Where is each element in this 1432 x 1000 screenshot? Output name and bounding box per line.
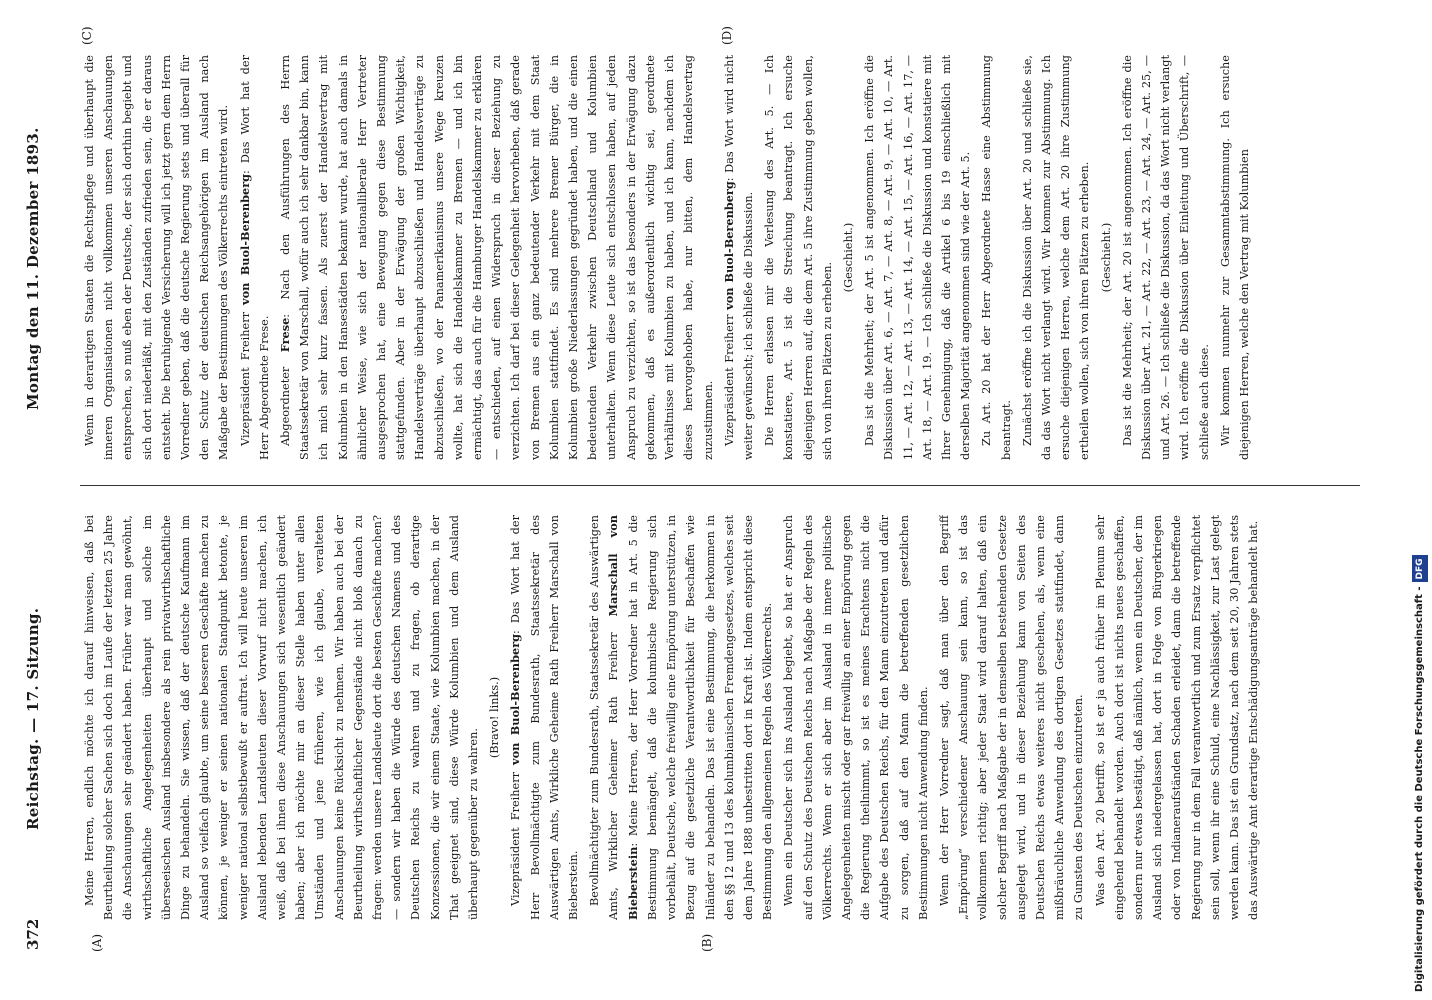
speech-text: : Das Wort wird nicht weiter gewünscht; ich schließe die Diskussion.	[722, 55, 755, 460]
speech-text: : Meine Herren, der Herr Vorredner hat in Art. 5 die Bestimmung bemängelt, daß die kolumbische Regierung sich vorbehält, Deutsche, welche freiwillig eine Empörung unterstützen, in Bezug auf die gesetzliche Verantwortlichkeit für Beschaffen wie Inländer zu behandeln. Das ist eine Bestimmung, die herkommen in den §§ 12 und 13 des kolumbianischen Fremdengesetzes, welches seit dem Jahre 1888 unbestritten dort in Kraft ist. Indem entspricht diese Bestimmung den allgemeinen Regeln des Völkerrechts.	[626, 515, 775, 920]
stage-direction: (Geschieht.)	[1099, 222, 1113, 293]
paragraph: Was den Art. 20 betrifft, so ist er ja auch früher im Plenum sehr eingehend behandelt worden. Auch dort ist nichts neues geschaffen, sondern nur etwas bestätigt, daß nämlich, wenn ein Deutscher, der im Ausland sich niedergelassen hat, dort in Folge von Bürgerkriegen oder von Indianeraufständen Schaden erleidet, dann die betreffende Regierung nur in dem Fall verantwortlich und zum Ersatz verpflichtet sein soll, wenn ihr eine Schuld, eine Nachlässigkeit, zur Last gelegt werden kann. Das ist ein Grundsatz, nach dem seit 20, 30 Jahren stets das Auswärtige Amt derartige Entschädigungsanträge behandelt hat.	[1093, 515, 1261, 920]
rotated-page	[0, 20, 1380, 980]
stage-direction: (Bravo! links.)	[488, 676, 502, 759]
margin-mark-b: (B)	[700, 933, 714, 952]
stage-direction: (Geschieht.)	[841, 222, 855, 293]
speaker-title: Vizepräsident Freiherr	[722, 309, 736, 446]
paragraph: Meine Herren, endlich möchte ich darauf hinweisen, daß bei Beurtheilung solcher Sachen sich doch im Laufe der letzten 25 Jahre die Anschauungen sehr geändert haben. Früher war man gewöhnt, wirthschaftliche Angelegenheiten überhaupt und solche im überseeischen Ausland insbesondere als rein privatwirthschaftliche Dinge zu behandeln. Sie wissen, daß der deutsche Kaufmann im Ausland so vielfach glaubte, um seine besseren Geschäfte machen zu können, je weniger er seinen nationalen Standpunkt betonte, je weniger national selbstbewußt er auftrat. Ich will heute unseren im Ausland lebenden Landsleuten dieser Vorwurf nicht machen, ich weiß, daß bei ihnen diese Anschauungen sich wesentlich geändert haben; aber ich möchte mir an dieser Stelle haben unter allen Umständen und jene früheren, wie ich glaube, veralteten Anschauungen keine Rücksicht zu nehmen. Wir haben auch bei der Beurtheilung wirthschaftlicher Gegenstände nicht bloß danach zu fragen: werden unsere Landsleute dort die besten Geschäfte machen? — sondern wir haben die Würde des deutschen Namens und des Deutschen Reichs zu wahren und zu fragen, ob derartige Konzessionen, die wir einem Staate, wie Kolumbien machen, in der That geeignet sind, diese Würde Kolumbien und dem Ausland überhaupt gegenüber zu wahren.	[83, 515, 481, 920]
speaker-title: Abgeordneter	[279, 352, 293, 446]
paragraph: Wir kommen nunmehr zur Gesammtabstimmung. Ich ersuche diejenigen Herren, welche den Vertrag mit Kolumbien	[1218, 55, 1251, 460]
paragraph: Zu Art. 20 hat der Herr Abgeordnete Hasse eine Abstimmung beantragt.	[980, 55, 1013, 460]
speaker-paragraph	[236, 55, 274, 460]
credit-text: Digitalisierung gefördert durch die Deutsche Forschungsgemeinschaft -	[1414, 586, 1425, 992]
speaker-name: Marschall von Bieberstein	[606, 515, 640, 920]
speaker-title: Vizepräsident Freiherr	[509, 764, 523, 906]
running-header	[18, 50, 48, 950]
text-column-right	[80, 55, 1360, 460]
margin-mark-c: (C)	[80, 26, 94, 45]
header-session: Reichstag. — 17. Sitzung.	[24, 607, 42, 830]
speaker-paragraph	[585, 515, 777, 920]
speech-text: : Das Wort hat der Herr Abgeordnete Frese.	[238, 55, 271, 460]
page-number: 372	[24, 918, 42, 950]
paragraph: Die Herren erlassen mir die Verlesung des Art. 5. — Ich konstatiere, Art. 5 ist die Streichung beantragt. Ich ersuche diejenigen Herren auf, die dem Art. 5 ihre Zustimmung geben wollen, sich von ihren Plätzen zu erheben.	[763, 55, 834, 460]
paragraph: Wenn in derartigen Staaten die Rechtspflege und überhaupt die inneren Organisationen nicht vollkommen unseren Anschauungen entsprechen, so muß eben der Deutsche, der sich dorthin begiebt und sich dort niederläßt, mit den Zuständen zufrieden sein, die er daraus entsteht. Die beruhigende Versicherung will ich jetzt gern dem Herrn Vorredner geben, daß die deutsche Regierung stets und überall für den Schutz der deutschen Reichsangehörigen im Ausland nach Maßgabe der Bestimmungen des Völkerrechts eintreten wird.	[83, 55, 231, 460]
speaker-title: Vizepräsident Freiherr	[238, 304, 252, 446]
column-separator	[80, 485, 1360, 486]
paragraph: Das ist die Mehrheit; der Art. 20 ist angenommen. Ich eröffne die Diskussion über Art. 21, — Art. 22, — Art. 23, — Art. 24, — Art. 25, — und Art. 26. — Ich schließe die Diskussion, da das Wort nicht verlangt wird. Ich eröffne die Diskussion über Einleitung und Überschrift, — schließe auch diese.	[1120, 55, 1211, 460]
paragraph: Wenn ein Deutscher sich ins Ausland begiebt, so hat er Anspruch auf den Schutz des Deutschen Reichs nach Maßgabe der Regeln des Völkerrechts. Wenn er sich aber im Ausland in innere politische Angelegenheiten mischt oder gar freiwillig an einer Empörung gegen die Regierung theilnimmt, so ist es meines Erachtens nicht die Aufgabe des Deutschen Reichs, für den Mann einzutreten und dafür zu sorgen, daß auf den Mann die betreffenden gesetzlichen Bestimmungen nicht Anwendung finden.	[782, 515, 930, 920]
speaker-paragraph	[276, 55, 718, 460]
dfg-logo: DFG	[1412, 555, 1428, 582]
speaker-name: von Buol-Berenberg	[237, 173, 252, 305]
speaker-name: von Buol-Berenberg	[721, 181, 736, 310]
speaker-name: von Buol-Berenberg	[508, 633, 523, 765]
speaker-paragraph	[720, 55, 758, 460]
speech-text: : Nach den Ausführungen des Herrn Staatssekretär von Marschall, wofür auch ich sehr dankbar bin, kann ich mich sehr kurz fassen. Als zuerst der Handelsvertrag mit Kolumbien in den Hansestädten bekannt wurde, hat auch damals in ähnlicher Weise, wie sich der nationalliberale Herr Vertreter ausgesprochen hat, eine Bewegung gegen diese Bestimmung stattgefunden. Aber in der Erwägung der großen Wichtigkeit, Handelsverträge überhaupt abzuschließen und Handelsverträge zu abzuschließen, wo der Panamerikanismus unsere Wege kreuzen wollte, hat sich die Handelskammer zu Bremen — und ich bin ermächtigt, das auch für die Hamburger Handelskammer zu erklären — entschieden, auf einen Widerspruch in dieser Beziehung zu verzichten. Ich darf bei dieser Gelegenheit hervorheben, daß gerade von Bremen aus ein ganz bedeutender Verkehr mit dem Staat Kolumbien stattfindet. Es sind mehrere Bremer Bürger, die in Kolumbien große Niederlassungen gegründet haben, und die einen bedeutenden Verkehr zwischen Deutschland und Kolumbien unterhalten. Wenn diese Leute sich entschlossen haben, auf jeden Anspruch zu verzichten, so ist das besonders in der Erwägung dazu gekommen, daß es außerordentlich wichtig sei, geordnete Verhältnisse mit Kolumbien zu haben, und ich kann, nachdem ich dieses hervorgehoben habe, nur bitten, dem Handelsvertrag zuzustimmen.	[279, 55, 715, 460]
header-date: Montag den 11. Dezember 1893.	[24, 127, 42, 410]
speech-text: : Das Wort hat der Herr Bevollmächtigte zum Bundesrath, Staatssekretär des Auswärtigen Amts, Wirkliche Geheime Rath Freiherr Marschall von Bieberstein.	[509, 515, 581, 920]
speaker-name: Frese	[278, 317, 293, 353]
paragraph: Wenn der Herr Vorredner sagt, daß man über den Begriff „Empörung“ verschiedener Anschauung sein kann, so ist das vollkommen richtig; aber jeder Staat wird darauf halten, daß ein solcher Begriff nach Maßgabe der in demselben bestehenden Gesetze ausgelegt wird, und in dieser Beziehung kann von Seiten des Deutschen Reichs etwas weiteres nicht geschehen, als, wenn eine mißbräuchliche Anwendung des dortigen Gesetzes stattfindet, dann zu Gunsten des Deutschen einzutreten.	[937, 515, 1086, 920]
paragraph: Zunächst eröffne ich die Diskussion über Art. 20 und schließe sie, da das Wort nicht verlangt wird. Wir kommen zur Abstimmung. Ich ersuche diejenigen Herren, welche dem Art. 20 ihre Zustimmung ertheilen wollen, sich von ihren Plätzen zu erheben.	[1020, 55, 1092, 460]
text-column-left	[80, 515, 1360, 920]
margin-mark-a: (A)	[90, 933, 104, 952]
margin-mark-d: (D)	[720, 26, 734, 45]
paragraph: Das ist die Mehrheit; der Art. 5 ist angenommen. Ich eröffne die Diskussion über Art. 6, — Art. 7, — Art. 8, — Art. 9, — Art. 10, — Art. 11, — Art. 12, — Art. 13, — Art. 14, — Art. 15, — Art. 16, — Art. 17, — Art. 18, — Art. 19. — Ich schließe die Diskussion und konstatiere mit Ihrer Genehmigung, daß die Artikel 6 bis 19 einschließlich mit derselben Majorität angenommen sind wie der Art. 5.	[863, 55, 973, 460]
speaker-title: Bevollmächtigter zum Bundesrath, Staatssekretär des Auswärtigen Amts, Wirklicher Geheimer Rath Freiherr	[588, 515, 621, 920]
speaker-paragraph	[506, 515, 583, 920]
digitization-credit	[1412, 0, 1430, 1000]
